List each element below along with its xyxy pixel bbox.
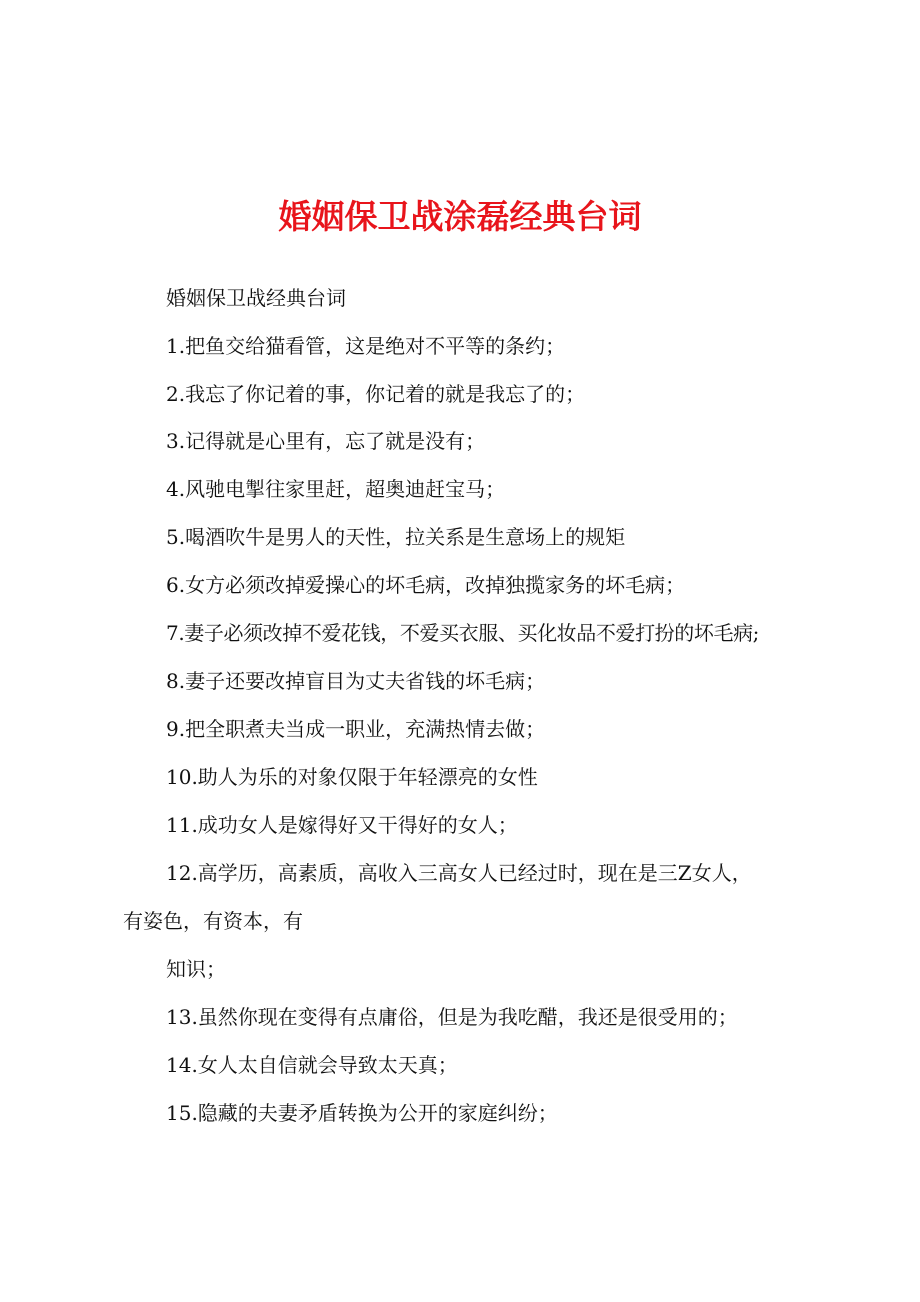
subtitle-line: 婚姻保卫战经典台词 <box>166 286 346 310</box>
quote-line-9: 9.把全职煮夫当成一职业，充满热情去做； <box>166 717 546 741</box>
quote-line-4: 4.风驰电掣往家里赶，超奥迪赶宝马； <box>166 477 506 501</box>
quote-line-10: 10.助人为乐的对象仅限于年轻漂亮的女性 <box>166 765 538 789</box>
quote-line-3: 3.记得就是心里有，忘了就是没有； <box>166 429 486 453</box>
quote-line-14: 14.女人太自信就会导致太天真； <box>166 1053 458 1077</box>
quote-line-11: 11.成功女人是嫁得好又干得好的女人； <box>166 813 518 837</box>
quote-line-15: 15.隐藏的夫妻矛盾转换为公开的家庭纠纷； <box>166 1101 558 1125</box>
quote-line-2: 2.我忘了你记着的事，你记着的就是我忘了的； <box>166 382 586 406</box>
quote-line-12: 12.高学历，高素质，高收入三高女人已经过时，现在是三Z女人， <box>166 861 752 885</box>
quote-line-1: 1.把鱼交给猫看管，这是绝对不平等的条约； <box>166 334 566 358</box>
quote-line-12-end: 知识； <box>166 957 226 981</box>
quote-line-8: 8.妻子还要改掉盲目为丈夫省钱的坏毛病； <box>166 669 546 693</box>
quote-line-13: 13.虽然你现在变得有点庸俗，但是为我吃醋，我还是很受用的； <box>166 1005 738 1029</box>
quote-line-5: 5.喝酒吹牛是男人的天性，拉关系是生意场上的规矩 <box>166 525 626 549</box>
quote-line-12-continued: 有姿色，有资本，有 <box>123 909 303 933</box>
document-title: 婚姻保卫战涂磊经典台词 <box>278 197 642 236</box>
quote-line-7: 7.妻子必须改掉不爱花钱，不爱买衣服、买化妆品不爱打扮的坏毛病; <box>166 621 760 645</box>
quote-line-6: 6.女方必须改掉爱操心的坏毛病，改掉独揽家务的坏毛病； <box>166 573 686 597</box>
